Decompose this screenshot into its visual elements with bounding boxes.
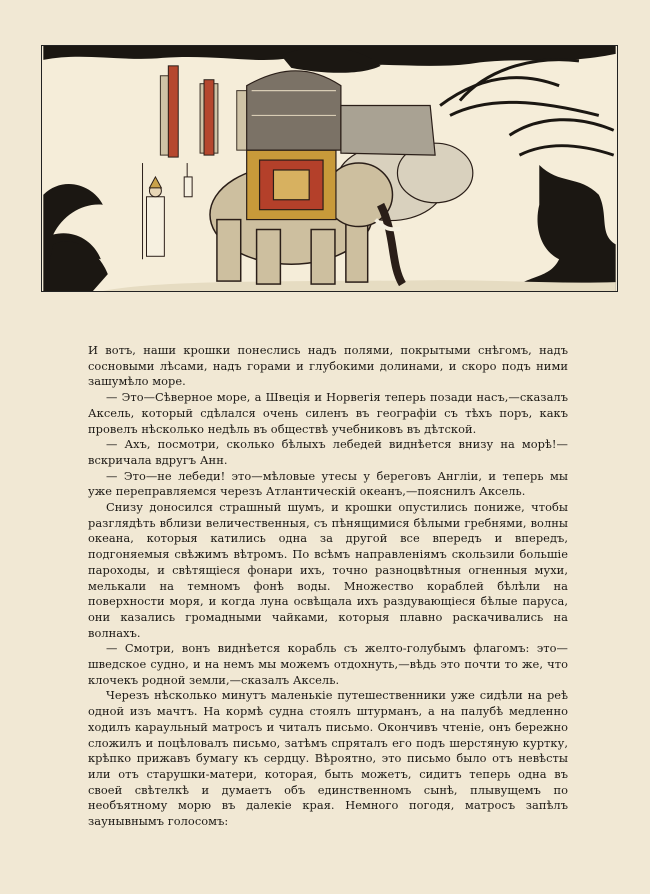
paragraph: — Это—не лебеди! это—мѣловые утесы у береговъ Англіи, и теперь мы уже переправляемся черезъ Атлантическій океанъ,—пояснилъ Аксель. <box>88 468 568 499</box>
paragraph: Снизу доносился страшный шумъ, и крошки опустились пониже, чтобы разглядѣть вблизи величественныя, съ пѣнящимися бѣлыми гребнями, волны океана, которыя катились одна за другой все впередъ и впередъ, подгоняемыя свѣжимъ вѣтромъ. По всѣмъ направленіямъ скользили большіе пароходы, и свѣтящіеся фонари ихъ, точно разноцвѣтныя огненныя мухи, мелькали на темномъ фонѣ воды. Множество кораблей бѣлѣли на поверхности моря, и когда луна освѣщала ихъ раздувающіеся бѣлые паруса, они казались громадными чайками, которыя плавно раскачивались на волнахъ. <box>88 500 568 640</box>
elephant-procession-illustration <box>41 45 618 292</box>
paragraph: — Это—Сѣверное море, а Швеція и Норвегія теперь позади насъ,—сказалъ Аксель, который сдѣлался очень силенъ въ географіи съ тѣхъ поръ, какъ провелъ нѣсколько недѣль въ обществѣ учебниковъ въ дѣтской. <box>88 390 568 436</box>
paragraph: — Смотри, вонъ виднѣется корабль съ желто-голубымъ флагомъ: это—шведское судно, и на немъ мы можемъ отдохнуть,—вѣдь это почти то же, что клочекъ родной земли,—сказалъ Аксель. <box>88 641 568 687</box>
paragraph: — Ахъ, посмотри, сколько бѣлыхъ лебедей виднѣется внизу на морѣ!— вскричала вдругъ Анн. <box>88 437 568 467</box>
illustration-artwork <box>42 46 617 291</box>
story-text <box>88 343 568 830</box>
paragraph: Черезъ нѣсколько минутъ маленькіе путешественники уже сидѣли на реѣ одной изъ мачтъ. На кормѣ судна стоялъ штурманъ, а на палубѣ медленно ходилъ караульный матросъ и читалъ письмо. Окончивъ чтеніе, онъ бережно сложилъ и поцѣловалъ письмо, затѣмъ спряталъ его подъ шерстяную куртку, крѣпко прижавъ бумагу къ сердцу. Вѣроятно, это письмо было отъ невѣсты или отъ старушки-матери, которая, быть можетъ, сидитъ теперь одна въ своей свѣтелкѣ и думаетъ объ единственномъ сынѣ, плывущемъ по необъятному морю въ далекіе края. Немного погодя, матросъ запѣлъ заунывнымъ голосомъ: <box>88 688 568 829</box>
paragraph: И вотъ, наши крошки понеслись надъ полями, покрытыми снѣгомъ, надъ сосновыми лѣсами, надъ горами и глубокими долинами, и скоро подъ ними зашумѣло море. <box>88 343 568 389</box>
